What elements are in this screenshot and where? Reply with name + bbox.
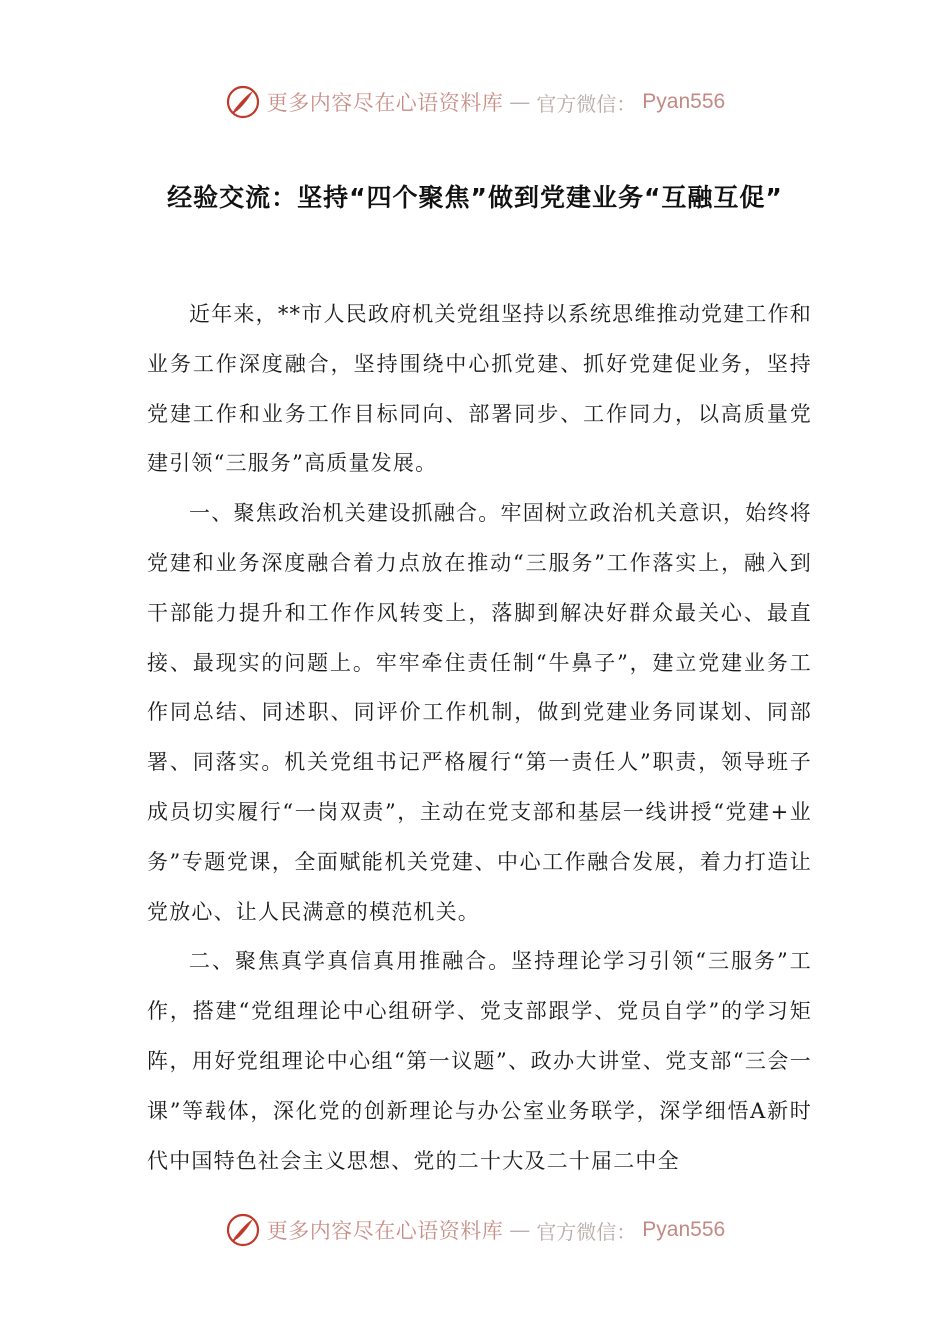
document-title: 经验交流：坚持“四个聚焦”做到党建业务“互融互促”	[167, 183, 783, 212]
paragraph-intro: 近年来，**市人民政府机关党组坚持以系统思维推动党建工作和业务工作深度融合，坚持围绕中心抓党建、抓好党建促业务，坚持党建工作和业务工作目标同向、部署同步、工作同力，以高质量党建引领“三服务”高质量发展。	[147, 302, 812, 476]
document-body	[147, 290, 812, 1186]
footer-banner	[0, 1210, 950, 1250]
header-banner	[0, 82, 950, 122]
banner-text: 更多内容尽在心语资料库	[266, 1219, 504, 1243]
banner-wechat-label: 官方微信：	[536, 91, 637, 116]
banner-text: 更多内容尽在心语资料库	[266, 91, 504, 115]
banner-separator: —	[509, 1218, 531, 1242]
banner-separator: —	[509, 90, 531, 114]
paragraph-section-1: 一、聚焦政治机关建设抓融合。牢固树立政治机关意识，始终将党建和业务深度融合着力点放在推动“三服务”工作落实上，融入到干部能力提升和工作作风转变上，落脚到解决好群众最关心、最直接、最现实的问题上。牢牢牵住责任制“牛鼻子”，建立党建业务工作同总结、同述职、同评价工作机制，做到党建业务同谋划、同部署、同落实。机关党组书记严格履行“第一责任人”职责，领导班子成员切实履行“一岗双责”，主动在党支部和基层一线讲授“党建+业务”专题党课，全面赋能机关党建、中心工作融合发展，着力打造让党放心、让人民满意的模范机关。	[147, 501, 812, 924]
quill-logo-icon	[225, 1212, 261, 1248]
paragraph-section-2: 二、聚焦真学真信真用推融合。坚持理论学习引领“三服务”工作，搭建“党组理论中心组研学、党支部跟学、党员自学”的学习矩阵，用好党组理论中心组“第一议题”、政办大讲堂、党支部“三会一课”等载体，深化党的创新理论与办公室业务联学，深学细悟A新时代中国特色社会主义思想、党的二十大及二十届二中全	[147, 949, 812, 1173]
quill-logo-icon	[225, 84, 261, 120]
banner-wechat-label: 官方微信：	[536, 1219, 637, 1244]
banner-wechat-id: Pyan556	[642, 90, 726, 113]
banner-wechat-id: Pyan556	[642, 1218, 726, 1241]
